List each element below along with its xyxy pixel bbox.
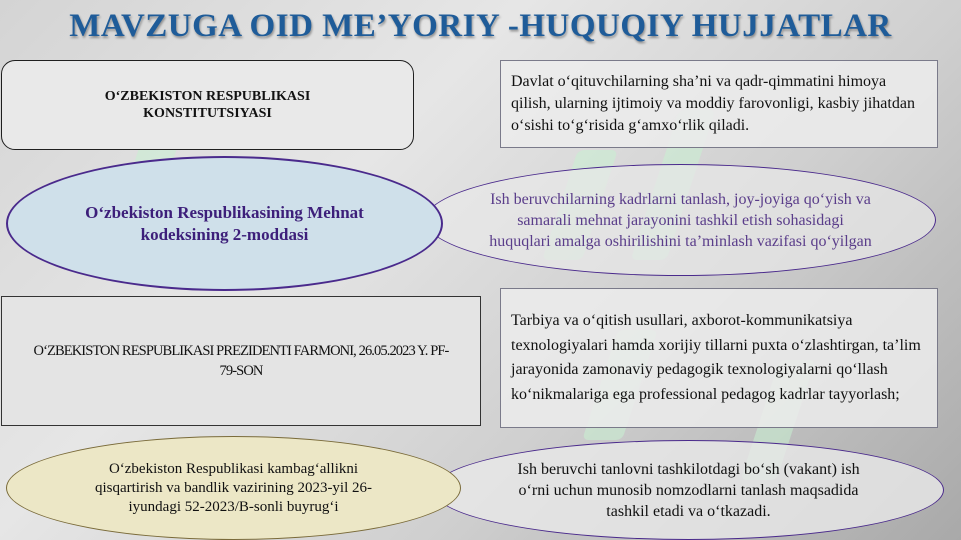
ministry-order-description: Ish beruvchi tanlovni tashkilotdagi bo‘sh (vakant) ish o‘rni uchun munosib nomzodlarni tanlash maqsadida tashkil etadi va o‘tkazadi. xyxy=(517,460,860,520)
president-decree-box xyxy=(1,296,481,426)
labor-code-ellipse xyxy=(6,156,443,291)
constitution-label: O‘ZBEKISTON RESPUBLIKASI KONSTITUTSIYASI xyxy=(104,89,311,121)
ministry-order-ellipse xyxy=(6,436,461,540)
labor-code-description-ellipse xyxy=(425,164,936,276)
page-title: MAVZUGA OID ME’YORIY -HUQUQIY HUJJATLAR xyxy=(69,8,892,44)
president-decree-label: O‘ZBEKISTON RESPUBLIKASI PREZIDENTI FARMONI, 26.05.2023 Y. PF-79-SON xyxy=(33,343,449,379)
labor-code-description: Ish beruvchilarning kadrlarni tanlash, joy-joyiga qo‘yish va samarali mehnat jarayonini tashkil etish sohasidagi huquqlari amalga oshirilishini ta’minlash vazifasi qo‘yilgan xyxy=(489,190,872,250)
president-decree-description: Tarbiya va o‘qitish usullari, axborot-kommunikatsiya texnologiyalari hamda xorijiy tillarni puxta o‘zlashtirgan, ta’lim jarayonida zamonaviy pedagogik texnologiyalarni qo‘llash ko‘nikmalariga ega professional pedagog kadrlar tayyorlash; xyxy=(511,312,921,403)
constitution-box xyxy=(1,60,414,150)
ministry-order-label: O‘zbekiston Respublikasi kambag‘allikni qisqartirish va bandlik vazirining 2023-yil 26-iyundagi 52-2023/B-sonli buyrug‘i xyxy=(94,460,373,515)
ministry-order-description-ellipse xyxy=(433,440,944,540)
constitution-description: Davlat o‘qituvchilarning sha’ni va qadr-qimmatini himoya qilish, ularning ijtimoiy va moddiy farovonligi, kasbiy jihatdan o‘sishi to‘g‘risida g‘amxo‘rlik qiladi. xyxy=(511,73,915,134)
labor-code-label: O‘zbekiston Respublikasining Mehnat kodeksining 2-moddasi xyxy=(85,202,364,244)
constitution-description-box xyxy=(500,60,938,148)
president-decree-description-box xyxy=(500,288,938,428)
